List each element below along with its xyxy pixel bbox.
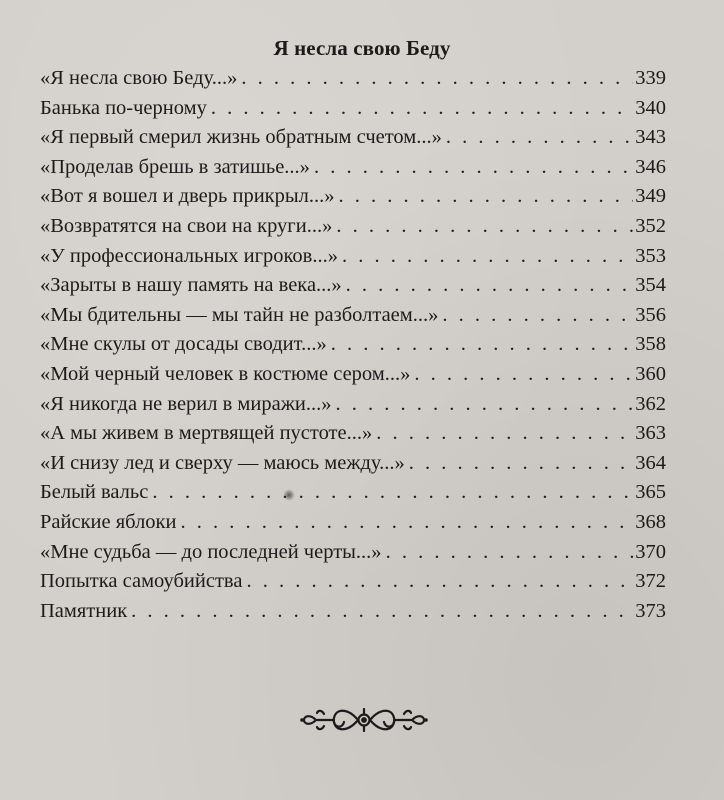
section-title: Я несла свою Беду <box>273 36 451 60</box>
dot-leader <box>346 271 634 301</box>
dot-leader <box>339 182 634 212</box>
toc-entry <box>40 567 666 597</box>
toc-entry-title: «Возвратятся на свои на круги...» <box>40 214 333 237</box>
toc-entry-page: 340 <box>635 96 666 119</box>
toc-entry-title: «Проделав брешь в затишье...» <box>40 155 310 178</box>
toc-entry <box>40 390 666 420</box>
toc-entry-page: 353 <box>635 244 666 267</box>
dot-leader <box>152 478 633 508</box>
toc-entry-page: 370 <box>635 540 666 563</box>
toc-entry <box>40 419 666 449</box>
toc-entry <box>40 123 666 153</box>
dot-leader <box>442 301 633 331</box>
toc-entry <box>40 301 666 331</box>
toc-entry-title: «Мы бдительны — мы тайн не разболтаем...» <box>40 303 439 326</box>
toc-entry-page: 365 <box>635 481 666 504</box>
toc-entry-title: «Мне скулы от досады сводит...» <box>40 333 327 356</box>
dot-leader <box>376 419 633 449</box>
toc-entry <box>40 360 666 390</box>
toc-entry <box>40 538 666 568</box>
toc-entry-title: Памятник <box>40 599 128 622</box>
dot-leader <box>246 567 633 597</box>
toc-entry <box>40 597 666 627</box>
toc-entry <box>40 94 666 124</box>
print-speck <box>283 489 295 501</box>
toc-entry-title: «Зарыты в нашу память на века...» <box>40 274 342 297</box>
toc-entry-page: 373 <box>635 599 666 622</box>
toc-entry-page: 352 <box>635 214 666 237</box>
dot-leader <box>211 94 633 124</box>
dot-leader <box>331 330 634 360</box>
toc-entry-page: 343 <box>635 126 666 149</box>
toc-entry-page: 354 <box>635 274 666 297</box>
toc-entry-title: «У профессиональных игроков...» <box>40 244 338 267</box>
toc-entry <box>40 478 666 508</box>
dot-leader <box>180 508 633 538</box>
toc-entry-page: 364 <box>635 451 666 474</box>
toc-entry-title: Белый вальс <box>40 481 149 504</box>
toc-entry <box>40 242 666 272</box>
toc-entry-page: 339 <box>635 67 666 89</box>
dot-leader <box>414 360 633 390</box>
flourish-ornament-icon <box>294 700 434 740</box>
toc-entry <box>40 449 666 479</box>
dot-leader <box>131 597 633 627</box>
toc-entry-title: Райские яблоки <box>40 510 177 533</box>
dot-leader <box>409 449 633 479</box>
toc-entry-title: «Я никогда не верил в миражи...» <box>40 392 332 415</box>
dot-leader <box>314 153 633 183</box>
toc-entry-page: 363 <box>635 422 666 445</box>
toc-entry-title: «А мы живем в мертвящей пустоте...» <box>40 422 373 445</box>
toc-entry <box>40 508 666 538</box>
toc-entry-title: «Я первый смерил жизнь обратным счетом...» <box>40 126 442 149</box>
toc-entry-page: 368 <box>635 510 666 533</box>
toc-entry-title: «Мой черный человек в костюме сером...» <box>40 362 411 385</box>
toc-entry-title: Попытка самоубийства <box>40 570 243 593</box>
toc-entry <box>40 271 666 301</box>
dot-leader <box>342 242 633 272</box>
toc-entry-title: «Я несла свою Беду...» <box>40 67 238 89</box>
toc-entry-title: «Мне судьба — до последней черты...» <box>40 540 382 563</box>
toc-entry-page: 349 <box>635 185 666 208</box>
toc-entry-title: Банька по-черному <box>40 96 207 119</box>
toc-entry-page: 362 <box>635 392 666 415</box>
dot-leader <box>386 538 634 568</box>
dot-leader <box>335 390 633 420</box>
toc-entry <box>40 64 666 94</box>
dot-leader <box>336 212 633 242</box>
toc-entry-page: 346 <box>635 155 666 178</box>
toc-entry <box>40 182 666 212</box>
dot-leader <box>446 123 633 153</box>
toc-entry <box>40 212 666 242</box>
dot-leader <box>241 64 633 94</box>
toc-entry-page: 358 <box>635 333 666 356</box>
toc-entry-title: «И снизу лед и сверху — маюсь между...» <box>40 451 405 474</box>
toc-entry-page: 360 <box>635 362 666 385</box>
table-of-contents <box>40 64 666 626</box>
toc-entry-title: «Вот я вошел и дверь прикрыл...» <box>40 185 335 208</box>
toc-entry <box>40 153 666 183</box>
toc-entry-page: 372 <box>635 570 666 593</box>
toc-entry-page: 356 <box>635 303 666 326</box>
toc-entry <box>40 330 666 360</box>
